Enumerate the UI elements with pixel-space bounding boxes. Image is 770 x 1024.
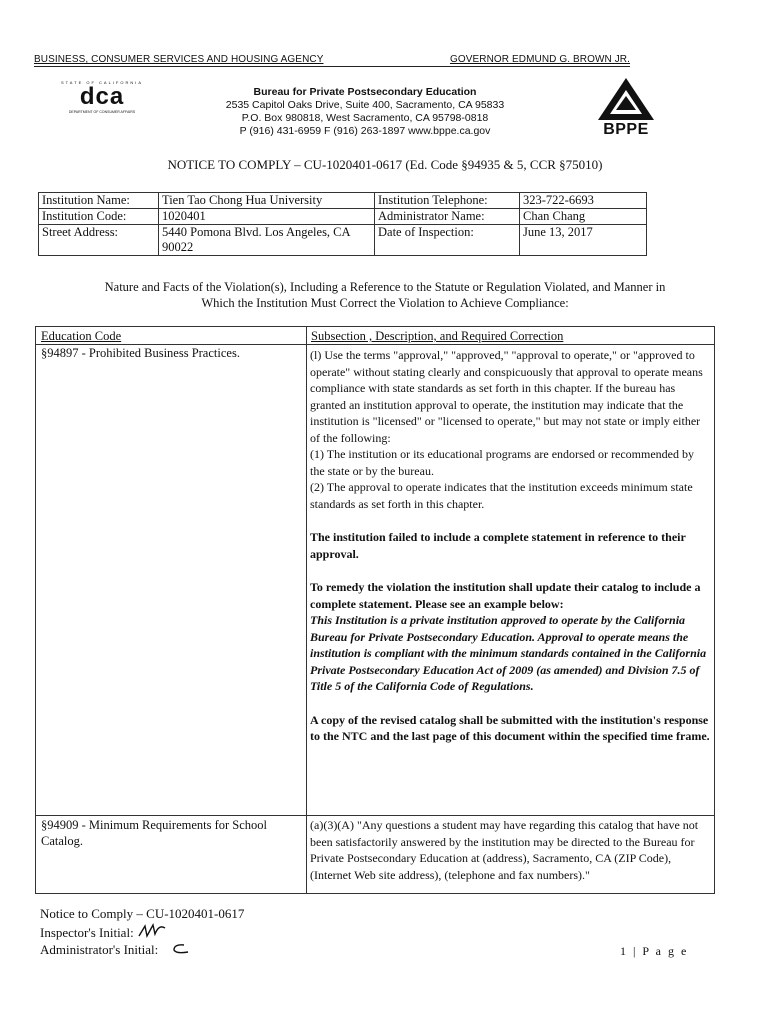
nature-heading-line-2: Which the Institution Must Correct the Violation to Achieve Compliance: [201,296,569,310]
nature-heading-line-1: Nature and Facts of the Violation(s), Including a Reference to the Statute or Regulation Violated, and Manner in [104,280,666,294]
row1-failed-statement: The institution failed to include a complete statement in reference to their approval. [310,530,686,561]
row2-code: §94909 - Minimum Requirements for School Catalog. [41,818,268,848]
bureau-address-line-1: 2535 Capitol Oaks Drive, Suite 400, Sacramento, CA 95833 [225,99,505,111]
column-divider [306,327,307,893]
administrator-signature-icon [170,942,194,956]
institution-name-label: Institution Name: [39,193,159,209]
street-address-label: Street Address: [39,225,159,256]
row-rule [36,815,714,816]
row1-description [310,347,710,745]
institution-telephone-label: Institution Telephone: [375,193,520,209]
bppe-triangle-icon [596,76,656,122]
page-number: 1 | P a g e [620,944,689,958]
nature-of-violation-heading [40,279,730,311]
inspector-initial-line [40,922,244,941]
row1-code: §94897 - Prohibited Business Practices. [41,346,240,360]
agency-header [34,54,630,65]
row1-item-1: (1) The institution or its educational programs are endorsed or recommended by the state or by the bureau. [310,447,694,478]
bppe-logo-text: BPPE [603,121,649,138]
inspection-date-label: Date of Inspection: [375,225,520,256]
bppe-logo [596,76,656,146]
row1-subsection-text: (l) Use the terms "approval," "approved," "approval to operate," or "approved to operate" without stating clearly and conspicuously that approval to operate means compliance with state standards as set forth in this chapter. If the bureau has granted an institution approval to operate, the institution may indicate that the institution is "licensed" or "licensed to operate," but may not state or imply either of the following: [310,348,703,445]
administrator-name-value: Chan Chang [520,209,647,225]
institution-info-table [38,192,647,256]
violations-table [35,326,715,894]
education-code-header: Education Code [41,329,122,343]
row1-example-statement: This Institution is a private institution approved to operate by the California Bureau for Private Postsecondary Education. Approval to operate means the institution is compliant with the minimum standards contained in the California Private Postsecondary Education Act of 2009 (as amended) and Division 7.5 of Title 5 of the California Code of Regulations. [310,613,707,693]
dca-logo-bottom-text: DEPARTMENT OF CONSUMER AFFAIRS [68,110,136,114]
subsection-header: Subsection , Description, and Required Correction [311,329,564,343]
institution-name-value: Tien Tao Chong Hua University [159,193,375,209]
dca-logo [56,80,148,116]
header-rule [34,66,630,67]
administrator-initial-line [40,941,244,958]
bureau-address-block [200,86,530,138]
inspection-date-value: June 13, 2017 [520,225,647,256]
administrator-initial-label: Administrator's Initial: [40,942,159,957]
bureau-contact: P (916) 431-6959 F (916) 263-1897 www.bppe.ca.gov [239,125,491,137]
row1-copy-requirement: A copy of the revised catalog shall be submitted with the institution's response to the NTC and the last page of this document within the specified time frame. [310,712,710,743]
street-address-value: 5440 Pomona Blvd. Los Angeles, CA 90022 [159,225,375,256]
administrator-name-label: Administrator Name: [375,209,520,225]
footer-notice-id: Notice to Comply – CU-1020401-0617 [40,906,245,921]
row2-description: (a)(3)(A) "Any questions a student may have regarding this catalog that have not been satisfactorily answered by the institution may be directed to the Bureau for Private Postsecondary Education at (address), Sacramento, CA (ZIP Code), (Internet Web site address), (telephone and fax numbers)." [310,818,699,882]
governor-name: GOVERNOR EDMUND G. BROWN JR. [449,54,630,65]
institution-code-value: 1020401 [159,209,375,225]
dca-logo-letters: dca [79,83,125,110]
footer [40,905,244,958]
institution-code-label: Institution Code: [39,209,159,225]
inspector-initial-label: Inspector's Initial: [40,925,134,940]
agency-name: BUSINESS, CONSUMER SERVICES AND HOUSING AGENCY [34,54,324,65]
institution-telephone-value: 323-722-6693 [520,193,647,209]
row1-remedy-statement: To remedy the violation the institution shall update their catalog to include a complete statement. Please see an example below: [310,580,701,611]
bureau-address-line-2: P.O. Box 980818, West Sacramento, CA 95798-0818 [241,112,489,124]
notice-title: NOTICE TO COMPLY – CU-1020401-0617 (Ed. Code §94935 & 5, CCR §75010) [167,157,603,172]
dca-logo-top-text: STATE OF CALIFORNIA [60,80,144,85]
row1-item-2: (2) The approval to operate indicates that the institution exceeds minimum state standards as set forth in this chapter. [310,480,693,511]
inspector-signature-icon [137,922,167,940]
bureau-name: Bureau for Private Postsecondary Education [253,86,477,98]
